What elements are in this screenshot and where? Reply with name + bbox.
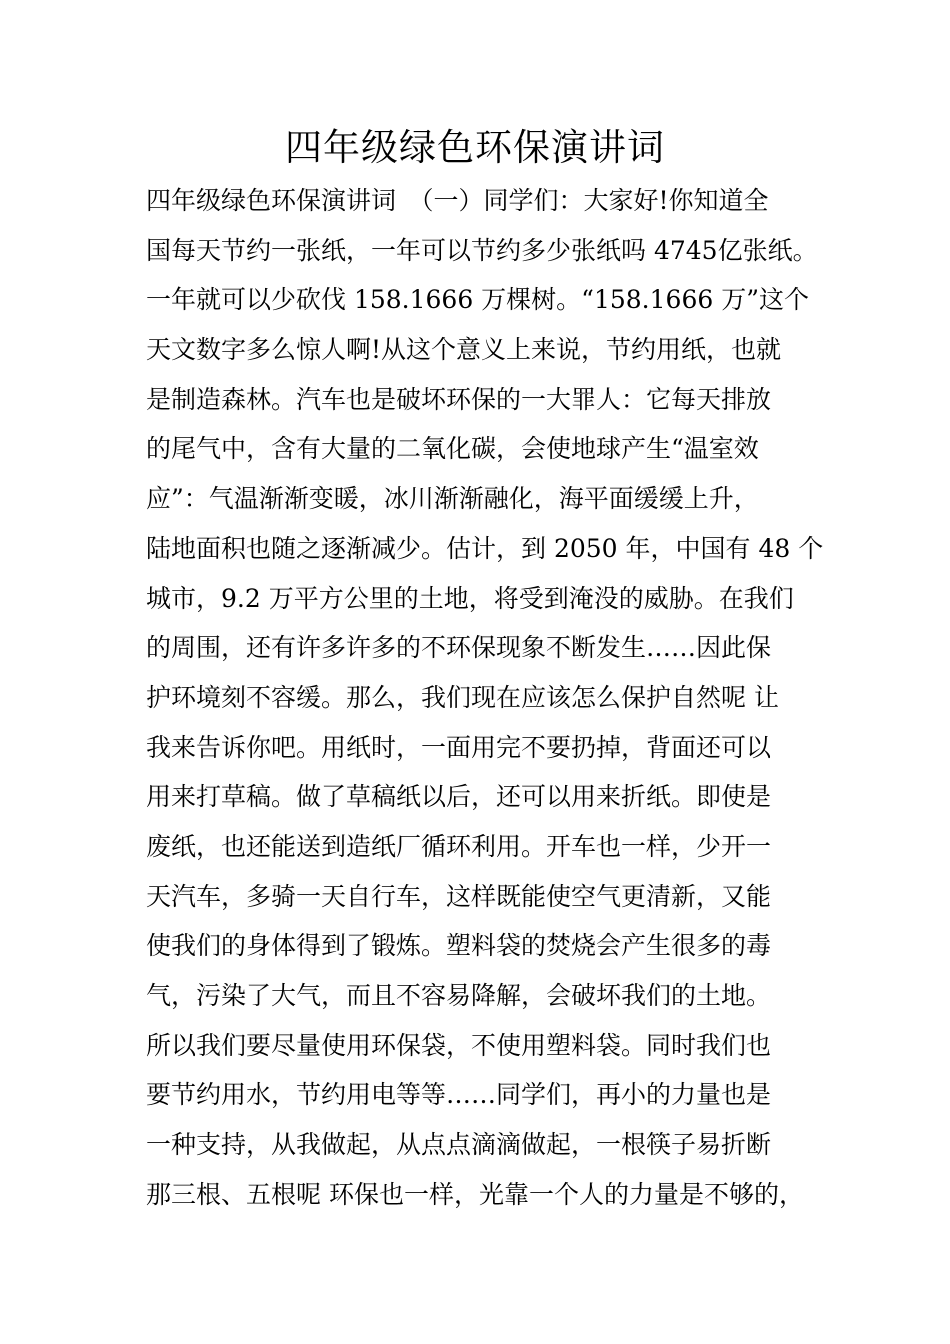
body-line: 四年级绿色环保演讲词 （一）同学们：大家好!你知道全 bbox=[146, 186, 769, 215]
body-line: 一年就可以少砍伐 158.1666 万棵树。“158.1666 万”这个 bbox=[146, 285, 809, 315]
body-line: 使我们的身体得到了锻炼。塑料袋的焚烧会产生很多的毒 bbox=[146, 931, 772, 961]
document-title: 四年级绿色环保演讲词 bbox=[285, 126, 665, 169]
body-line: 我来告诉你吧。用纸时，一面用完不要扔掉，背面还可以 bbox=[146, 732, 772, 762]
document-body bbox=[146, 176, 826, 1219]
body-line: 天文数字多么惊人啊!从这个意义上来说，节约用纸，也就 bbox=[146, 335, 782, 365]
body-line: 城市，9.2 万平方公里的土地，将受到淹没的威胁。在我们 bbox=[146, 583, 794, 613]
body-line: 的尾气中，含有大量的二氧化碳，会使地球产生“温室效 bbox=[146, 434, 759, 464]
body-line: 天汽车，多骑一天自行车，这样既能使空气更清新，又能 bbox=[146, 881, 772, 911]
body-line: 一种支持，从我做起，从点点滴滴做起，一根筷子易折断 bbox=[146, 1130, 772, 1160]
body-line: 应”：气温渐渐变暖，冰川渐渐融化，海平面缓缓上升， bbox=[146, 484, 759, 514]
body-line: 是制造森林。汽车也是破坏环保的一大罪人：它每天排放 bbox=[146, 384, 772, 414]
body-line: 的周围，还有许多许多的不环保现象不断发生……因此保 bbox=[146, 633, 772, 663]
body-line: 国每天节约一张纸，一年可以节约多少张纸吗 4745亿张纸。 bbox=[146, 235, 818, 265]
body-line: 气，污染了大气，而且不容易降解，会破坏我们的土地。 bbox=[146, 981, 772, 1010]
body-line: 废纸，也还能送到造纸厂循环利用。开车也一样，少开一 bbox=[146, 831, 772, 861]
body-line: 那三根、五根呢 环保也一样，光靠一个人的力量是不够的， bbox=[146, 1179, 804, 1209]
body-line: 陆地面积也随之逐渐减少。估计，到 2050 年，中国有 48 个 bbox=[146, 533, 824, 563]
body-line: 护环境刻不容缓。那么，我们现在应该怎么保护自然呢 让 bbox=[146, 682, 779, 712]
body-line: 用来打草稿。做了草稿纸以后，还可以用来折纸。即使是 bbox=[146, 782, 772, 812]
body-line: 要节约用水，节约用电等等……同学们，再小的力量也是 bbox=[146, 1080, 772, 1110]
body-line: 所以我们要尽量使用环保袋，不使用塑料袋。同时我们也 bbox=[146, 1030, 772, 1060]
